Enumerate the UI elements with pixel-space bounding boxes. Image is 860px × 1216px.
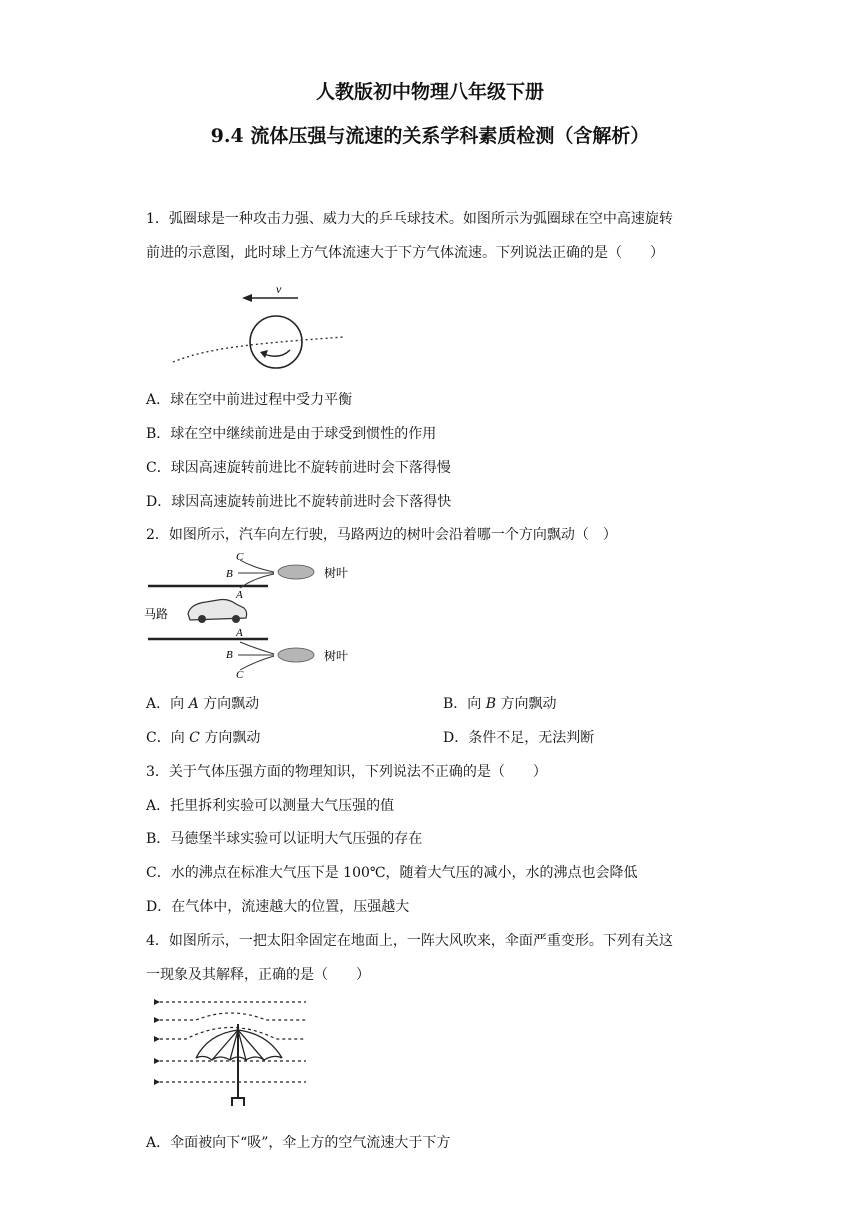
q3-option-b: B．马德堡半球实验可以证明大气压强的存在	[146, 831, 423, 847]
q2-option-a: A．向 A 方向飘动	[146, 696, 260, 712]
q1-spinning-ball-figure	[168, 280, 348, 375]
label-a-bottom: A	[236, 627, 243, 639]
road-label: 马路	[144, 607, 169, 621]
q3-option-c: C．水的沸点在标准大气压下是 100℃，随着大气压的减小，水的沸点也会降低	[146, 865, 638, 881]
document-subtitle: 9.4 流体压强与流速的关系学科素质检测（含解析）	[210, 125, 650, 147]
velocity-arrowhead	[242, 294, 252, 302]
leaf-label-top: 树叶	[324, 566, 349, 580]
wind-arrow-3	[154, 1036, 160, 1042]
q1-option-a: A．球在空中前进过程中受力平衡	[146, 392, 353, 408]
label-b-top: B	[226, 568, 233, 580]
q2-stem: 2．如图所示，汽车向左行驶，马路两边的树叶会沿着哪一个方向飘动（ ）	[146, 527, 617, 543]
q4-stem-line2: 一现象及其解释，正确的是（ ）	[146, 967, 370, 983]
q3-option-d: D．在气体中，流速越大的位置，压强越大	[146, 899, 410, 915]
trajectory-dotted-line	[173, 337, 343, 362]
document-title: 人教版初中物理八年级下册	[315, 81, 544, 103]
streamline-a-bottom	[240, 642, 274, 654]
streamline-c-bottom	[240, 656, 274, 670]
label-c-top: C	[236, 551, 244, 563]
spin-arrow	[264, 350, 290, 356]
q2-option-c: C．向 C 方向飘动	[146, 730, 261, 746]
velocity-label: v	[276, 282, 282, 296]
streamline-c-top	[240, 560, 274, 572]
q1-stem-line1: 1．弧圈球是一种攻击力强、威力大的乒乓球技术。如图所示为弧圈球在空中高速旋转	[146, 211, 673, 227]
q2-car-road-figure	[144, 548, 364, 680]
umbrella-base	[232, 1098, 244, 1106]
car-wheel-rear	[232, 615, 240, 623]
umbrella-icon	[196, 1024, 282, 1106]
leaf-icon-top	[278, 565, 314, 579]
q2-option-b: B．向 B 方向飘动	[443, 696, 557, 712]
leaf-icon-bottom	[278, 648, 314, 662]
q1-option-c: C．球因高速旋转前进比不旋转前进时会下落得慢	[146, 460, 451, 476]
q3-stem: 3．关于气体压强方面的物理知识，下列说法不正确的是（ ）	[146, 764, 547, 780]
q3-option-a: A．托里拆利实验可以测量大气压强的值	[146, 798, 395, 814]
label-c-bottom: C	[236, 669, 244, 680]
wind-arrow-5	[154, 1079, 160, 1085]
wind-arrow-4	[154, 1058, 160, 1064]
wind-line-3	[154, 1028, 306, 1040]
wind-line-2	[154, 1013, 306, 1020]
wind-arrow-2	[154, 1017, 160, 1023]
spin-arrowhead	[260, 350, 268, 358]
q1-option-b: B．球在空中继续前进是由于球受到惯性的作用	[146, 426, 437, 442]
q4-option-a: A．伞面被向下“吸”，伞上方的空气流速大于下方	[146, 1135, 451, 1151]
q1-stem-line2: 前进的示意图，此时球上方气体流速大于下方气体流速。下列说法正确的是（ ）	[146, 245, 664, 261]
q2-option-d: D．条件不足，无法判断	[443, 730, 595, 746]
leaf-label-bottom: 树叶	[324, 649, 349, 663]
label-b-bottom: B	[226, 649, 233, 661]
wind-arrow-1	[154, 999, 160, 1005]
q4-stem-line1: 4．如图所示，一把太阳伞固定在地面上，一阵大风吹来，伞面严重变形。下列有关这	[146, 933, 673, 949]
q4-umbrella-figure	[146, 994, 316, 1110]
label-a-top: A	[236, 589, 243, 601]
car-wheel-front	[198, 615, 206, 623]
q1-option-d: D．球因高速旋转前进比不旋转前进时会下落得快	[146, 494, 452, 510]
